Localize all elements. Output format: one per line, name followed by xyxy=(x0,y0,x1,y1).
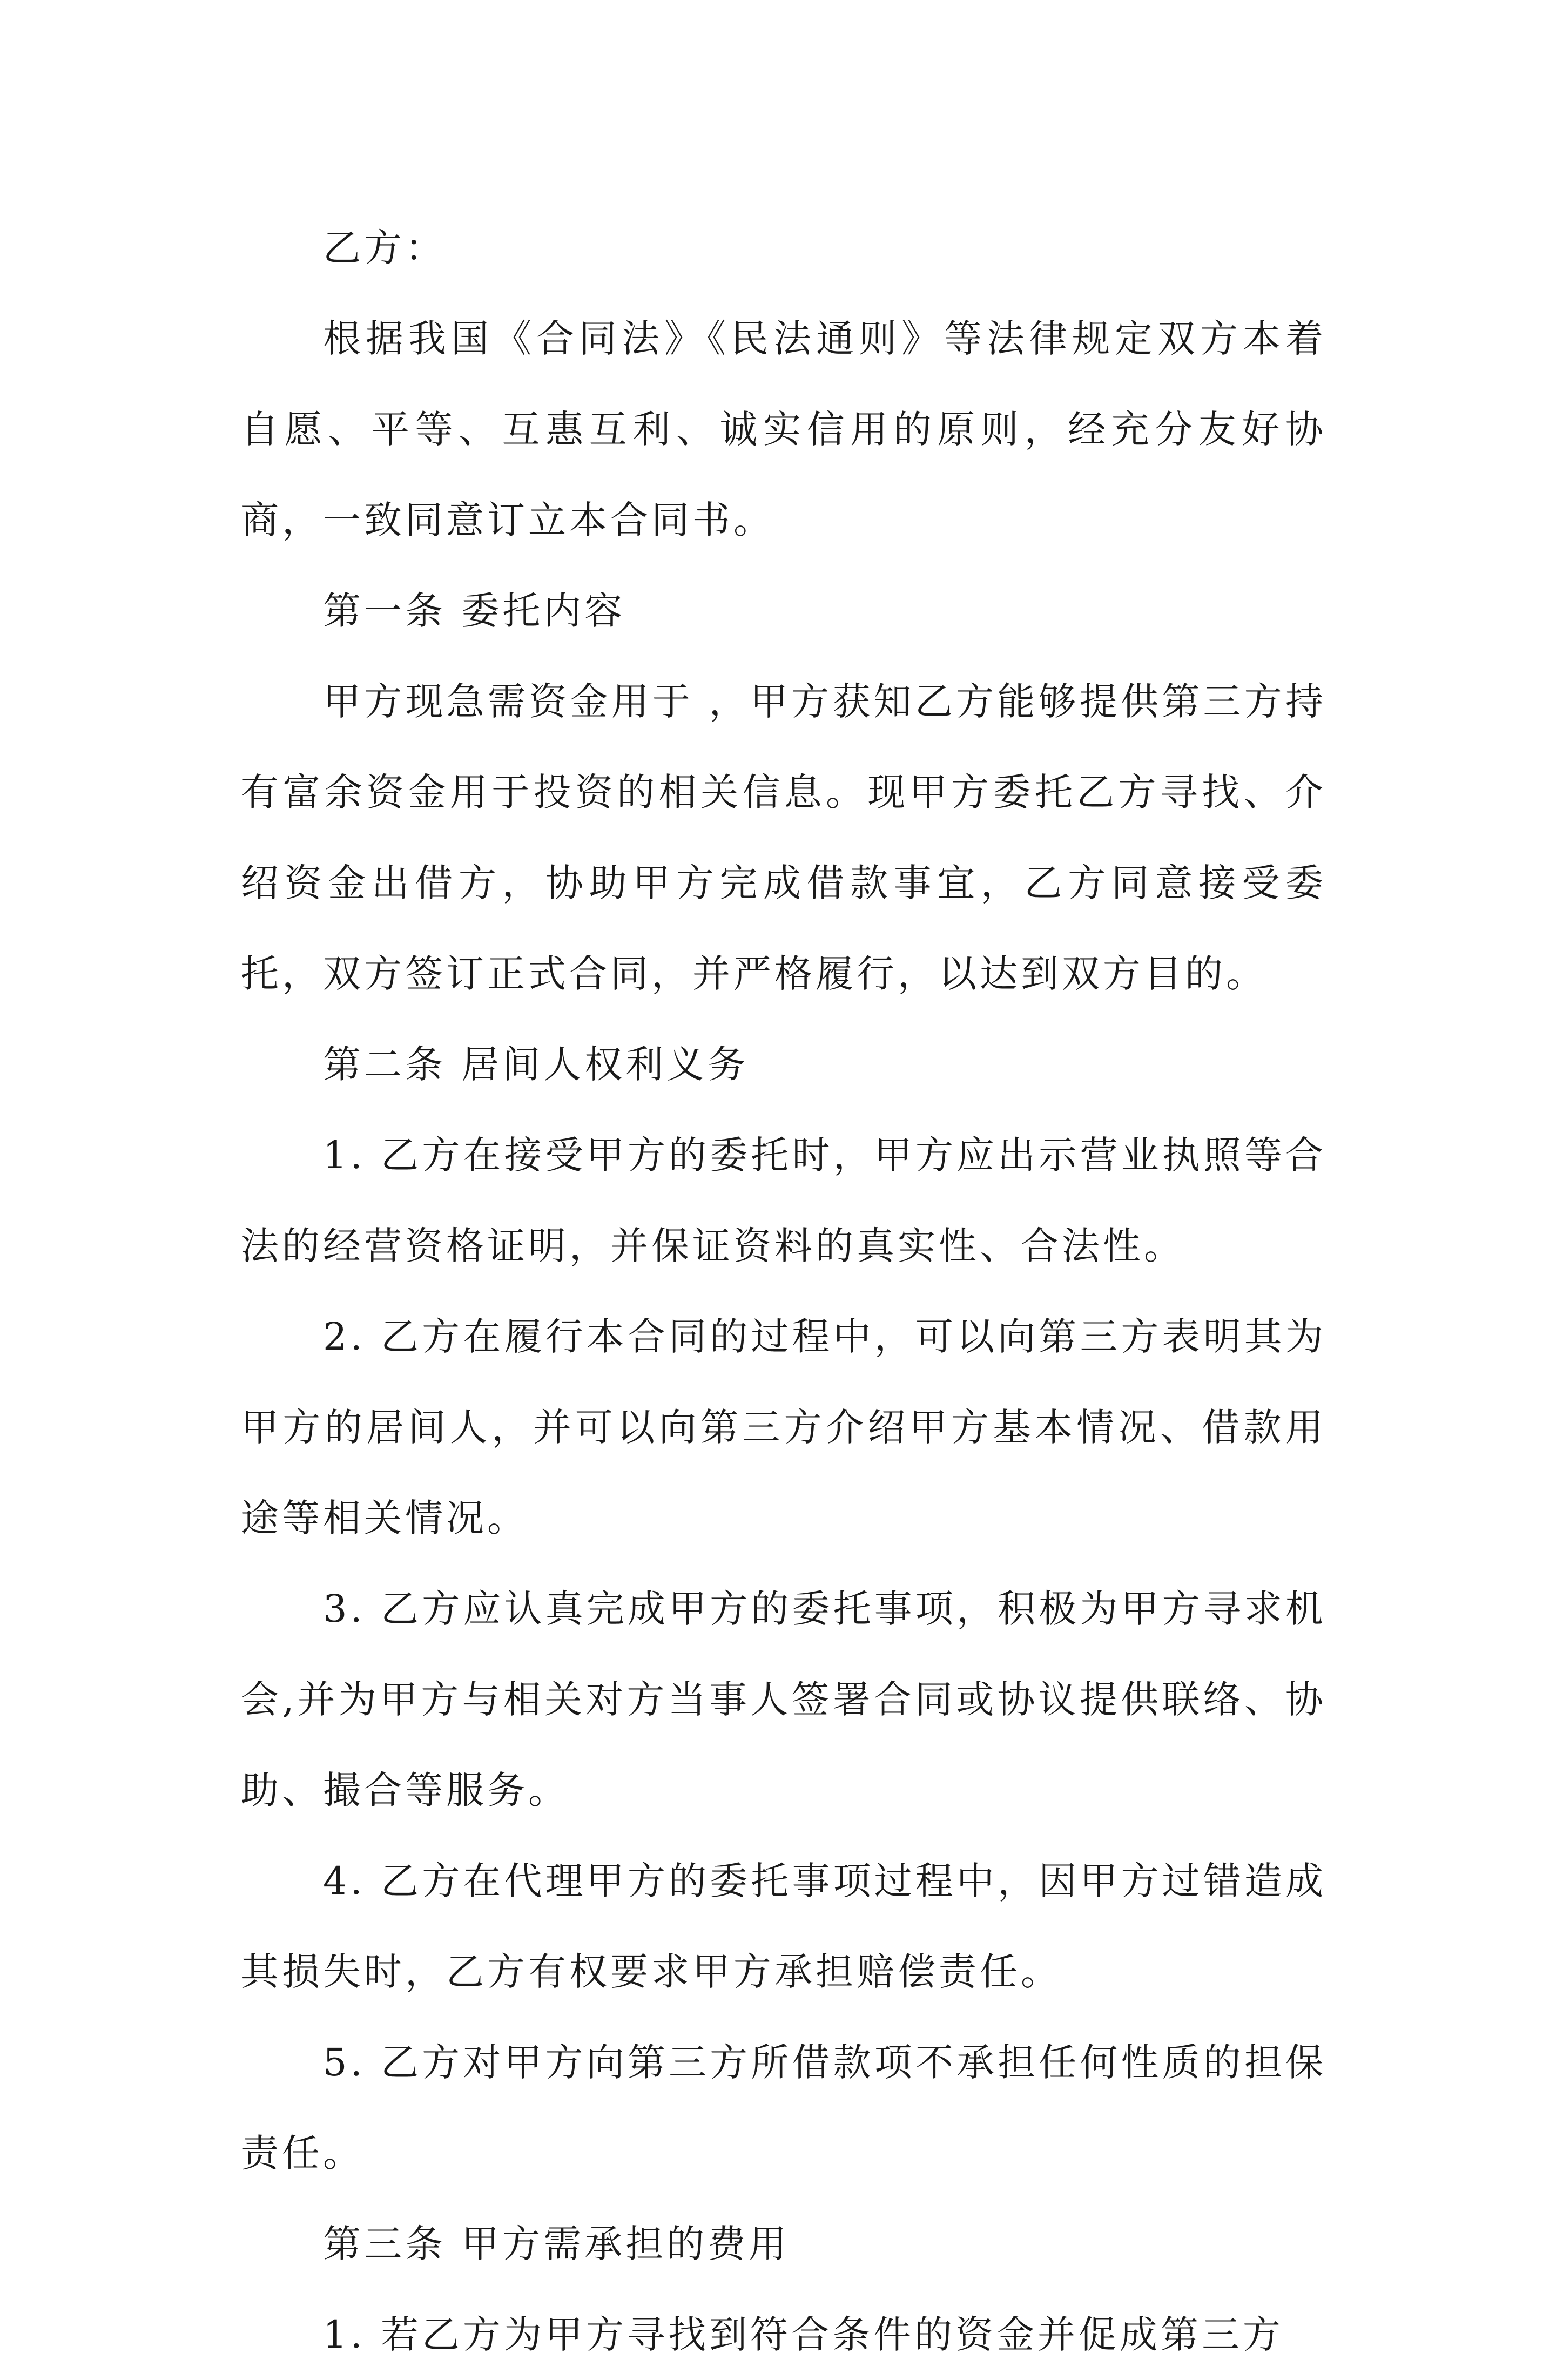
article-2-heading: 第二条 居间人权利义务 xyxy=(323,1042,749,1087)
article-2-item: 1. 乙方在接受甲方的委托时，甲方应出示营业执照等合法的经营资格证明，并保证资料的真实性、合法性。 xyxy=(241,1133,1326,1268)
article-1-body: 甲方现急需资金用于 ，甲方获知乙方能够提供第三方持有富余资金用于投资的相关信息。现甲方委托乙方寻找、介绍资金出借方，协助甲方完成借款事宜，乙方同意接受委托，双方签订正式合同，并严格履行，以达到双方目的。 xyxy=(241,679,1326,996)
article-2-item: 5. 乙方对甲方向第三方所借款项不承担任何性质的担保责任。 xyxy=(241,2040,1326,2175)
article-2-item: 3. 乙方应认真完成甲方的委托事项，积极为甲方寻求机会,并为甲方与相关对方当事人签署合同或协议提供联络、协助、撮合等服务。 xyxy=(241,1587,1326,1812)
article-3-item: 1. 若乙方为甲方寻找到符合条件的资金并促成第三方 xyxy=(323,2312,1284,2357)
article-3-heading: 第三条 甲方需承担的费用 xyxy=(323,2222,790,2266)
document-body xyxy=(241,203,1326,2380)
article-1-heading: 第一条 委托内容 xyxy=(323,589,626,633)
preamble-paragraph: 根据我国《合同法》《民法通则》等法律规定双方本着自愿、平等、互惠互利、诚实信用的原则，经充分友好协商，一致同意订立本合同书。 xyxy=(241,316,1326,542)
party-b-label: 乙方： xyxy=(323,226,446,270)
article-2-item: 2. 乙方在履行本合同的过程中，可以向第三方表明其为甲方的居间人，并可以向第三方介绍甲方基本情况、借款用途等相关情况。 xyxy=(241,1314,1326,1540)
article-2-item: 4. 乙方在代理甲方的委托事项过程中，因甲方过错造成其损失时，乙方有权要求甲方承担赔偿责任。 xyxy=(241,1859,1326,1994)
